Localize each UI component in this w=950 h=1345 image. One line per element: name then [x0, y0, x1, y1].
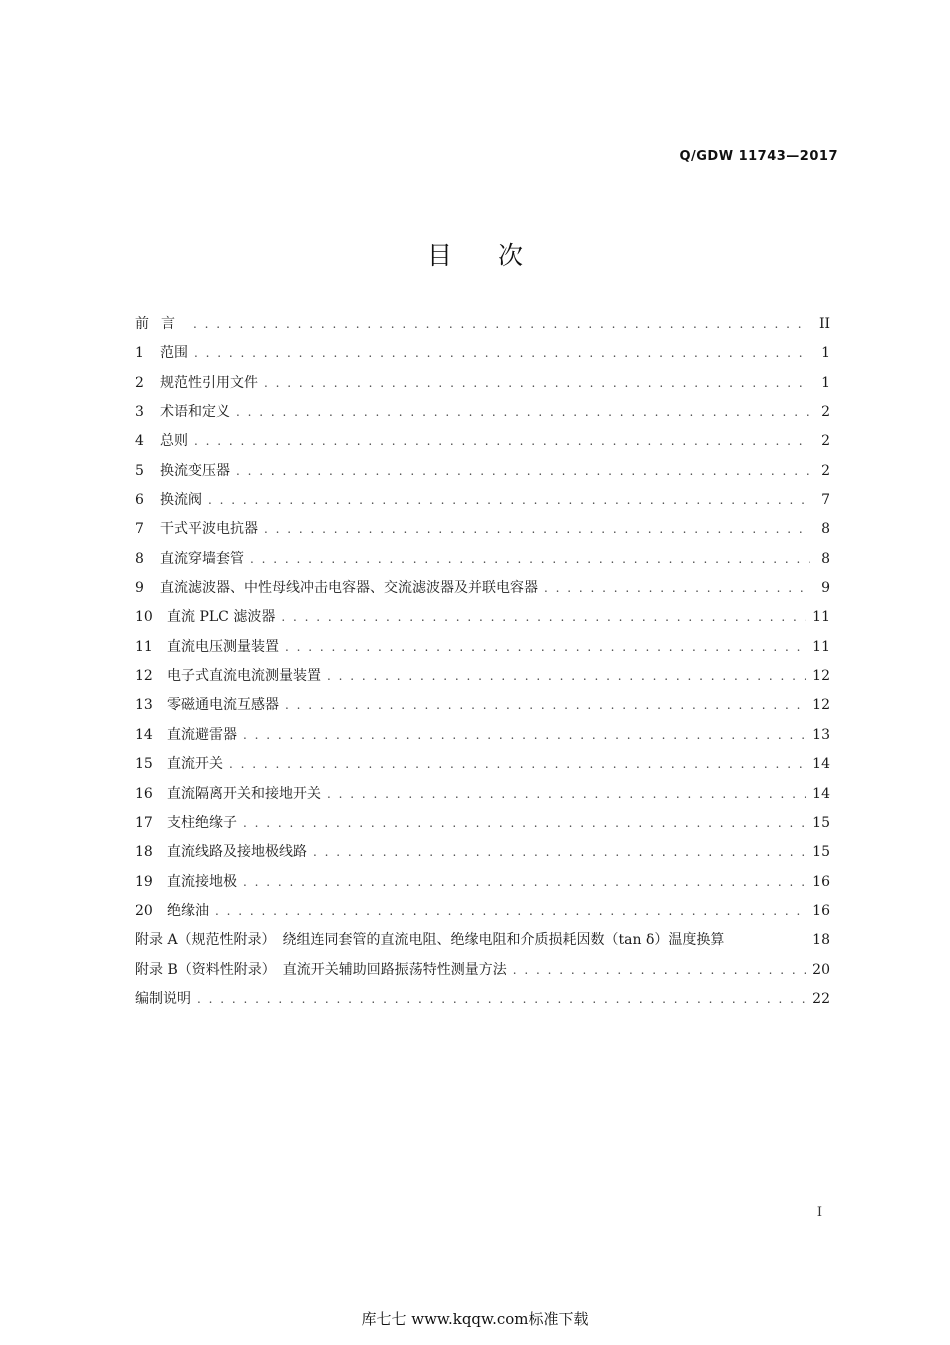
- toc-entry-label: 直流 PLC 滤波器: [167, 609, 276, 626]
- toc-dot-leader: [208, 486, 810, 515]
- toc-entry-number: 2: [135, 374, 144, 391]
- footer-watermark-text: 库七七 www.kqqw.com标准下载: [361, 1310, 589, 1328]
- toc-entry-label: 规范性引用文件: [160, 374, 258, 391]
- toc-dot-leader: [327, 780, 806, 809]
- toc-entry-label: 直流开关: [167, 756, 223, 773]
- toc-entry-number: 9: [135, 580, 144, 597]
- toc-dot-leader: [236, 457, 810, 486]
- toc-dot-leader: [229, 750, 806, 779]
- page-title: 目次: [426, 241, 569, 270]
- toc-entry-page: 14: [812, 756, 830, 773]
- toc-entry-label: 支柱绝缘子: [167, 814, 237, 831]
- page-number: I: [816, 1205, 822, 1220]
- toc-entry-page: 1: [821, 345, 830, 362]
- toc-dot-leader: [544, 574, 810, 603]
- toc-entry[interactable]: [135, 574, 830, 603]
- toc-entry-number: 19: [135, 873, 153, 890]
- toc-entry-number: 1: [135, 345, 144, 362]
- toc-entry-number: 4: [135, 433, 144, 450]
- toc-dot-leader: [264, 369, 810, 398]
- toc-entry-page: 12: [812, 697, 830, 714]
- toc-entry-label: 直流电压测量装置: [167, 638, 279, 655]
- toc-dot-leader: [243, 809, 806, 838]
- toc-entry[interactable]: [135, 956, 830, 985]
- toc-dot-leader: [513, 956, 806, 985]
- toc-entry[interactable]: [135, 603, 830, 632]
- toc-entry-page: 14: [812, 785, 830, 802]
- toc-entry[interactable]: [135, 662, 830, 691]
- toc-entry[interactable]: [135, 809, 830, 838]
- toc-entry-page: 11: [812, 638, 830, 655]
- toc-entry-label: 直流接地极: [167, 873, 237, 890]
- toc-entry[interactable]: [135, 398, 830, 427]
- toc-dot-leader: [250, 545, 810, 574]
- toc-entry-page: 15: [812, 814, 830, 831]
- toc-entry[interactable]: [135, 515, 830, 544]
- toc-entry-label: 直流穿墙套管: [160, 550, 244, 567]
- toc-entry[interactable]: [135, 750, 830, 779]
- toc-entry-number: 13: [135, 697, 153, 714]
- toc-entry-label: 换流阀: [160, 492, 202, 509]
- toc-entry-number: 5: [135, 462, 144, 479]
- toc-entry-page: 2: [821, 404, 830, 421]
- toc-entry-label: 电子式直流电流测量装置: [167, 668, 321, 685]
- toc-entry[interactable]: [135, 545, 830, 574]
- toc-dot-leader: [243, 721, 806, 750]
- toc-entry-page: 7: [821, 492, 830, 509]
- toc-entry[interactable]: [135, 457, 830, 486]
- toc-dot-leader: [236, 398, 810, 427]
- toc-entry[interactable]: [135, 838, 830, 867]
- toc-entry-page: II: [818, 316, 830, 332]
- toc-entry-page: 15: [812, 844, 830, 861]
- toc-dot-leader: [215, 897, 806, 926]
- toc-entry-page: 18: [812, 932, 830, 949]
- toc-entry-number: 11: [135, 638, 153, 655]
- toc-entry-label: 直流滤波器、中性母线冲击电容器、交流滤波器及并联电容器: [160, 580, 538, 597]
- toc-entry-label: 编制说明: [135, 990, 191, 1007]
- toc-dot-leader: [194, 427, 810, 456]
- toc-entry-label: 绝缘油: [167, 902, 209, 919]
- toc-entry[interactable]: [135, 897, 830, 926]
- toc-entry[interactable]: [135, 369, 830, 398]
- toc-entry-number: 3: [135, 404, 144, 421]
- toc-dot-leader: [285, 633, 806, 662]
- toc-entry-page: 20: [812, 961, 830, 978]
- toc-entry[interactable]: [135, 427, 830, 456]
- toc-entry-page: 8: [821, 550, 830, 567]
- toc-dot-leader: [264, 515, 810, 544]
- toc-entry[interactable]: [135, 780, 830, 809]
- toc-entry-number: 17: [135, 814, 153, 831]
- toc-entry-label: 直流避雷器: [167, 726, 237, 743]
- toc-entry[interactable]: [135, 486, 830, 515]
- toc-dot-leader: [197, 985, 806, 1014]
- toc-entry-number: 10: [135, 609, 153, 626]
- toc-entry-number: 16: [135, 785, 153, 802]
- toc-entry-label: 附录 B（资料性附录） 直流开关辅助回路振荡特性测量方法: [135, 961, 507, 978]
- toc-entry-number: 15: [135, 756, 153, 773]
- toc-entry-number: 7: [135, 521, 144, 538]
- toc-entry-page: 13: [812, 726, 830, 743]
- toc-dot-leader: [243, 868, 806, 897]
- toc-entry[interactable]: [135, 868, 830, 897]
- toc-entry-number: 12: [135, 668, 153, 685]
- toc-entry-label: 范围: [160, 345, 188, 362]
- document-code: Q/GDW 11743—2017: [679, 149, 838, 164]
- toc-entry-number: 18: [135, 844, 153, 861]
- toc-entry-page: 22: [812, 990, 830, 1007]
- toc-entry-page: 9: [821, 580, 830, 597]
- toc-entry-page: 11: [812, 609, 830, 626]
- toc-dot-leader: [281, 603, 806, 632]
- toc-entry-page: 16: [812, 902, 830, 919]
- toc-entry-page: 16: [812, 873, 830, 890]
- table-of-contents: [135, 310, 830, 1014]
- toc-entry-label: 直流线路及接地极线路: [167, 844, 307, 861]
- toc-entry-label: 换流变压器: [160, 462, 230, 479]
- toc-entry-page: 8: [821, 521, 830, 538]
- toc-dot-leader: [193, 310, 810, 339]
- toc-dot-leader: [327, 662, 806, 691]
- toc-entry[interactable]: [135, 310, 830, 339]
- toc-entry[interactable]: [135, 721, 830, 750]
- toc-entry[interactable]: [135, 339, 830, 368]
- toc-entry-number: 14: [135, 726, 153, 743]
- toc-entry-number: 6: [135, 492, 144, 509]
- toc-entry-page: 12: [812, 668, 830, 685]
- toc-dot-leader: [194, 339, 810, 368]
- toc-entry-page: 1: [821, 374, 830, 391]
- toc-entry[interactable]: [135, 691, 830, 720]
- toc-entry-page: 2: [821, 462, 830, 479]
- toc-entry[interactable]: [135, 633, 830, 662]
- toc-entry-label: 零磁通电流互感器: [167, 697, 279, 714]
- toc-entry[interactable]: [135, 926, 830, 955]
- toc-entry-label: 直流隔离开关和接地开关: [167, 785, 321, 802]
- toc-dot-leader: [285, 691, 806, 720]
- toc-entry-label: 附录 A（规范性附录） 绕组连同套管的直流电阻、绝缘电阻和介质损耗因数（tan δ）温度换算: [135, 932, 725, 949]
- toc-entry-number: 20: [135, 902, 153, 919]
- toc-entry-label: 总则: [160, 433, 188, 450]
- toc-entry-label: 干式平波电抗器: [160, 521, 258, 538]
- toc-entry-number: 8: [135, 550, 144, 567]
- toc-entry-label: 前言: [135, 316, 187, 332]
- toc-dot-leader: [313, 838, 806, 867]
- toc-entry-page: 2: [821, 433, 830, 450]
- toc-entry-label: 术语和定义: [160, 404, 230, 421]
- toc-entry[interactable]: [135, 985, 830, 1014]
